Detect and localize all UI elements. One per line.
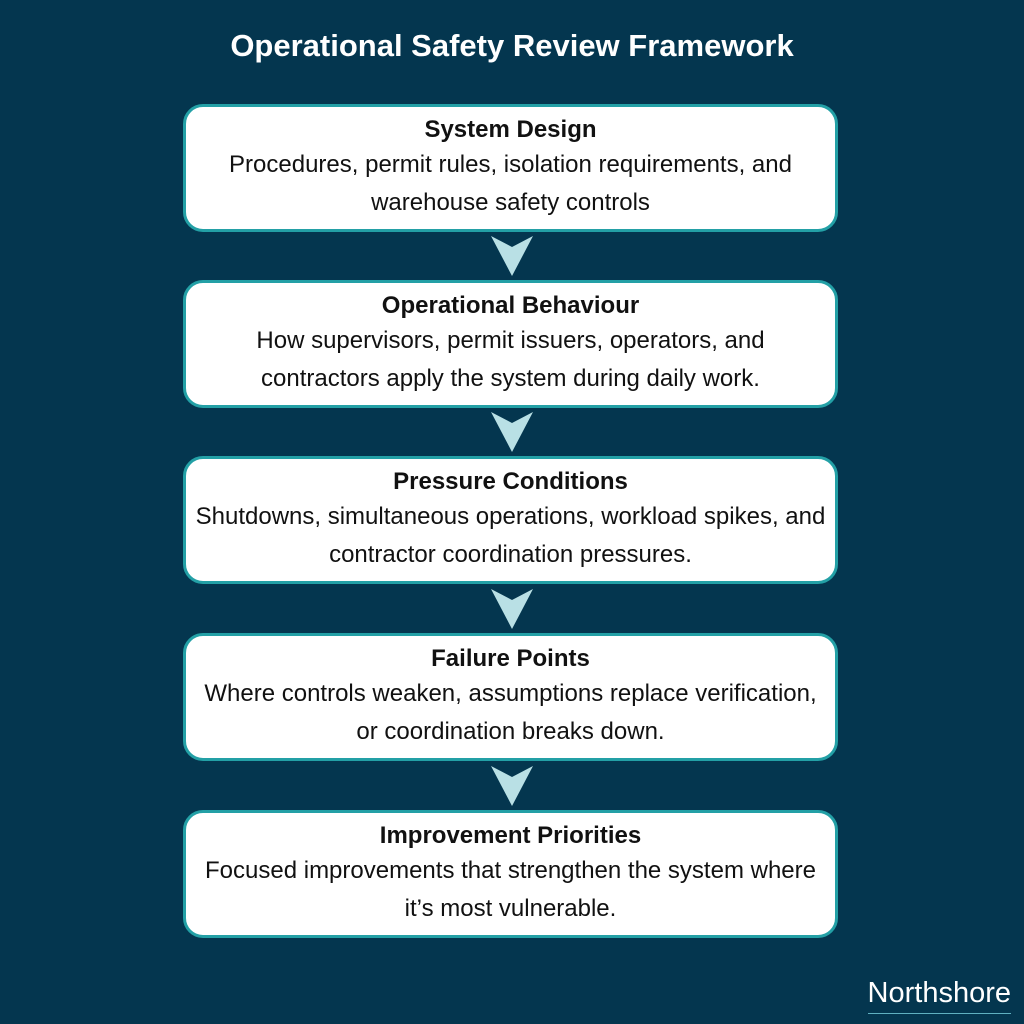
step-system-design — [183, 104, 838, 232]
chevron-down-icon — [491, 236, 533, 276]
step-description: Where controls weaken, assumptions replace verification, or coordination breaks down. — [204, 680, 817, 745]
step-description: Focused improvements that strengthen the system where it’s most vulnerable. — [205, 857, 816, 922]
step-failure-points — [183, 633, 838, 761]
step-heading: Failure Points — [431, 645, 590, 672]
step-description: Procedures, permit rules, isolation requirements, and warehouse safety controls — [229, 151, 792, 216]
brand-logo: Northshore — [868, 975, 1011, 1014]
step-heading: Pressure Conditions — [393, 468, 628, 495]
diagram-title: Operational Safety Review Framework — [230, 28, 794, 63]
step-description: How supervisors, permit issuers, operators, and contractors apply the system during daily work. — [256, 327, 765, 392]
step-heading: System Design — [424, 116, 597, 143]
step-heading: Operational Behaviour — [381, 292, 640, 319]
chevron-down-icon — [491, 589, 533, 629]
chevron-down-icon — [491, 412, 533, 452]
step-heading: Improvement Priorities — [379, 822, 642, 849]
step-description: Shutdowns, simultaneous operations, workload spikes, and contractor coordination pressures. — [195, 503, 826, 568]
step-improvement-priorities — [183, 810, 838, 938]
step-operational-behaviour — [183, 280, 838, 408]
chevron-down-icon — [491, 766, 533, 806]
step-pressure-conditions — [183, 456, 838, 584]
